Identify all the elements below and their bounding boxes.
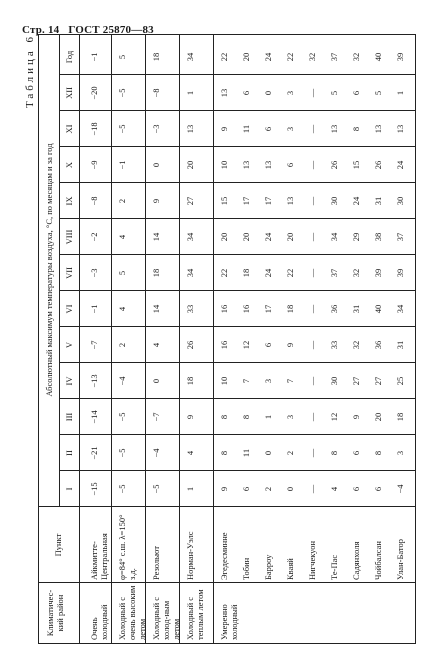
temperature-value: 37 — [329, 52, 339, 62]
temperature-value: 4 — [117, 306, 127, 312]
temperature-value: 13 — [329, 124, 339, 134]
temperature-value: 0 — [285, 486, 295, 492]
month-header: Год — [64, 50, 74, 64]
zone-label: Холодный с очень высоким летом — [117, 585, 147, 640]
temperature-value: 8 — [351, 126, 361, 132]
temperature-value: 10 — [219, 160, 229, 170]
point-label: Кваяй — [285, 558, 295, 580]
temperature-value: 2 — [263, 486, 273, 492]
temperature-value: −5 — [151, 484, 161, 494]
temperature-value: 16 — [241, 304, 251, 314]
temperature-value: — — [307, 268, 317, 278]
temperature-value: −4 — [117, 376, 127, 386]
point-label: Чойбалсан — [373, 541, 383, 580]
temperature-value: −7 — [89, 340, 99, 350]
temperature-value: 6 — [241, 486, 251, 492]
temperature-value: 5 — [117, 54, 127, 60]
temperature-value: 18 — [285, 304, 295, 314]
temperature-value: 24 — [263, 268, 273, 278]
temperature-value: 34 — [329, 232, 339, 242]
temperature-value: 7 — [285, 378, 295, 384]
temperature-value: 18 — [241, 268, 251, 278]
point-label: Нигчекуон — [307, 540, 317, 580]
temperature-value: 31 — [351, 304, 361, 314]
temperature-value: — — [307, 196, 317, 206]
rule — [213, 35, 214, 643]
temperature-value: 39 — [395, 268, 405, 278]
temperature-value: 34 — [185, 232, 195, 242]
temperature-value: −7 — [151, 412, 161, 422]
temperature-value: 34 — [185, 52, 195, 62]
temperature-value: — — [307, 232, 317, 242]
temperature-value: 17 — [241, 196, 251, 206]
temperature-value: 39 — [395, 52, 405, 62]
temperature-value: 9 — [351, 414, 361, 420]
temperature-value: 3 — [395, 450, 405, 456]
temperature-value: 8 — [219, 450, 229, 456]
temperature-value: 9 — [285, 342, 295, 348]
month-header: VI — [64, 304, 74, 314]
point-label: Садянхоля — [351, 541, 361, 580]
temperature-value: −13 — [89, 374, 99, 388]
temperature-value: 13 — [241, 160, 251, 170]
temperature-value: 6 — [263, 126, 273, 132]
point-label: Норман-Уэлс — [185, 531, 195, 580]
temperature-value: 20 — [185, 160, 195, 170]
header-point: Пункт — [53, 533, 63, 557]
temperature-value: 9 — [219, 486, 229, 492]
standard-code: ГОСТ 25870—83 — [68, 24, 154, 36]
temperature-value: 13 — [373, 124, 383, 134]
temperature-value: 10 — [219, 376, 229, 386]
temperature-value: — — [307, 304, 317, 314]
rule — [59, 146, 415, 147]
rule — [59, 110, 415, 111]
temperature-value: 38 — [373, 232, 383, 242]
temperature-value: 11 — [241, 124, 251, 134]
rule — [59, 434, 415, 435]
temperature-value: 3 — [263, 378, 273, 384]
month-header: XII — [64, 87, 74, 99]
rule — [59, 218, 415, 219]
temperature-value: −18 — [89, 122, 99, 136]
month-header: VII — [64, 267, 74, 279]
temperature-value: 26 — [185, 340, 195, 350]
temperature-value: 1 — [185, 90, 195, 96]
temperature-value: 2 — [117, 342, 127, 348]
temperature-value: 6 — [263, 342, 273, 348]
temperature-value: 1 — [395, 90, 405, 96]
rule — [59, 74, 415, 75]
temperature-value: −1 — [89, 52, 99, 62]
month-header: IV — [64, 376, 74, 386]
temperature-value: 0 — [263, 90, 273, 96]
temperature-value: 22 — [285, 268, 295, 278]
temperature-value: 22 — [219, 52, 229, 62]
temperature-value: 8 — [241, 414, 251, 420]
temperature-value: 32 — [307, 52, 317, 62]
temperature-value: 36 — [373, 340, 383, 350]
temperature-value: 14 — [151, 232, 161, 242]
point-label: φ=84° с.ш. λ=150° з.д. — [117, 514, 137, 580]
point-label: Те-Пас — [329, 554, 339, 580]
temperature-value: 29 — [351, 232, 361, 242]
temperature-value: 12 — [329, 412, 339, 422]
temperature-value: 4 — [117, 234, 127, 240]
temperature-value: 13 — [285, 196, 295, 206]
temperature-value: — — [307, 340, 317, 350]
rule — [59, 35, 60, 507]
temperature-value: 2 — [285, 450, 295, 456]
temperature-value: 4 — [151, 342, 161, 348]
rule — [111, 35, 112, 643]
temperature-value: 5 — [329, 90, 339, 96]
temperature-value: −9 — [89, 160, 99, 170]
temperature-value: 22 — [219, 268, 229, 278]
point-label: Резольют — [151, 545, 161, 580]
temperature-value: 13 — [263, 160, 273, 170]
zone-label: Холодный с холод-ным летом — [151, 596, 181, 640]
temperature-value: 0 — [151, 162, 161, 168]
temperature-value: 20 — [241, 232, 251, 242]
zone-label: Умеренно холодный — [219, 604, 239, 640]
temperature-value: −2 — [89, 232, 99, 242]
temperature-value: 24 — [395, 160, 405, 170]
temperature-value: −21 — [89, 446, 99, 460]
rule — [179, 35, 180, 643]
temperature-value: 2 — [117, 198, 127, 204]
temperature-value: 20 — [241, 52, 251, 62]
temperature-value: 37 — [329, 268, 339, 278]
temperature-value: 20 — [373, 412, 383, 422]
temperature-value: 5 — [373, 90, 383, 96]
temperature-value: 24 — [263, 232, 273, 242]
temperature-value: — — [307, 484, 317, 494]
temperature-value: 33 — [185, 304, 195, 314]
temperature-value: 20 — [219, 232, 229, 242]
temperature-value: 39 — [373, 268, 383, 278]
temperature-value: −4 — [151, 448, 161, 458]
temperature-value: −1 — [89, 304, 99, 314]
temperature-value: 3 — [285, 90, 295, 96]
temperature-value: 16 — [219, 304, 229, 314]
month-header: XI — [64, 124, 74, 134]
temperature-value: 8 — [329, 450, 339, 456]
temperature-value: 26 — [329, 160, 339, 170]
temperature-value: 31 — [373, 196, 383, 206]
point-label: Айкмитте-Центральная — [89, 533, 109, 580]
rule — [59, 470, 415, 471]
temperature-value: 40 — [373, 304, 383, 314]
temperature-value: 9 — [151, 198, 161, 204]
temperature-value: 9 — [185, 414, 195, 420]
rule — [59, 398, 415, 399]
temperature-value: — — [307, 376, 317, 386]
temperature-value: −5 — [117, 88, 127, 98]
temperature-value: 6 — [351, 486, 361, 492]
temperature-value: 3 — [285, 414, 295, 420]
month-header: X — [64, 161, 74, 169]
temperature-value: 24 — [351, 196, 361, 206]
month-header: III — [64, 412, 74, 422]
point-label: Эгедесминне — [219, 532, 229, 580]
temperature-value: 8 — [373, 450, 383, 456]
zone-label: Холодный с теплым летом — [185, 589, 205, 640]
temperature-value: −5 — [117, 412, 127, 422]
temperature-value: 6 — [351, 450, 361, 456]
month-header: I — [64, 487, 74, 491]
temperature-value: 27 — [373, 376, 383, 386]
temperature-value: −20 — [89, 86, 99, 100]
zone-label: Очень холодный — [89, 604, 109, 640]
temperature-value: 18 — [151, 268, 161, 278]
rule — [59, 182, 415, 183]
temperature-value: −3 — [151, 124, 161, 134]
temperature-value: 32 — [351, 340, 361, 350]
temperature-value: 25 — [395, 376, 405, 386]
temperature-value: 30 — [395, 196, 405, 206]
temperature-value: — — [307, 160, 317, 170]
temperature-value: 20 — [285, 232, 295, 242]
month-header: V — [64, 341, 74, 349]
temperature-value: 24 — [263, 52, 273, 62]
temperature-value: 15 — [351, 160, 361, 170]
temperature-value: 0 — [263, 450, 273, 456]
rule — [39, 506, 415, 507]
temperature-value: 31 — [395, 340, 405, 350]
temperature-value: 0 — [151, 378, 161, 384]
temperature-value: −3 — [89, 268, 99, 278]
temperature-value: −4 — [395, 484, 405, 494]
temperature-value: −5 — [117, 124, 127, 134]
temperature-value: 18 — [151, 52, 161, 62]
temperature-value: — — [307, 88, 317, 98]
temperature-value: 34 — [395, 304, 405, 314]
rule — [59, 290, 415, 291]
temperature-value: 13 — [395, 124, 405, 134]
temperature-value: 7 — [241, 378, 251, 384]
temperature-value: 12 — [241, 340, 251, 350]
temperature-value: 1 — [263, 414, 273, 420]
month-header: II — [64, 450, 74, 456]
rule — [59, 362, 415, 363]
temperature-value: 30 — [329, 376, 339, 386]
temperature-value: — — [307, 448, 317, 458]
temperature-value: 4 — [329, 486, 339, 492]
rule — [39, 582, 415, 583]
point-label: Барроу — [263, 554, 273, 580]
temperature-value: 13 — [219, 88, 229, 98]
temperature-value: 40 — [373, 52, 383, 62]
temperature-value: 5 — [117, 270, 127, 276]
temperature-value: — — [307, 412, 317, 422]
temperature-value: 3 — [285, 126, 295, 132]
temperature-value: 6 — [285, 162, 295, 168]
temperature-value: 37 — [395, 232, 405, 242]
header-zone: Климатичес-кий район — [45, 589, 65, 637]
temperature-value: 15 — [219, 196, 229, 206]
temperature-value: 22 — [285, 52, 295, 62]
temperature-value: 1 — [185, 486, 195, 492]
temperature-value: 16 — [219, 340, 229, 350]
temperature-value: −8 — [89, 196, 99, 206]
temperature-value: 30 — [329, 196, 339, 206]
temperature-value: −8 — [151, 88, 161, 98]
temperature-value: 26 — [373, 160, 383, 170]
temperature-value: 34 — [185, 268, 195, 278]
temperature-value: 17 — [263, 304, 273, 314]
temperature-value: 27 — [351, 376, 361, 386]
temperature-value: 32 — [351, 268, 361, 278]
temperature-value: 36 — [329, 304, 339, 314]
point-label: Тобин — [241, 557, 251, 580]
data-table — [38, 34, 416, 644]
rule — [59, 254, 415, 255]
temperature-value: 8 — [219, 414, 229, 420]
temperature-value: 32 — [351, 52, 361, 62]
temperature-value: −5 — [117, 448, 127, 458]
temperature-value: 4 — [185, 450, 195, 456]
temperature-value: 6 — [241, 90, 251, 96]
temperature-value: −5 — [117, 484, 127, 494]
temperature-value: 17 — [263, 196, 273, 206]
point-label: Улан-Батор — [395, 539, 405, 580]
table-caption: Таблица 6 — [24, 34, 36, 109]
temperature-value: 18 — [395, 412, 405, 422]
temperature-value: — — [307, 124, 317, 134]
temperature-value: 11 — [241, 448, 251, 458]
temperature-value: −14 — [89, 410, 99, 424]
temperature-value: 13 — [185, 124, 195, 134]
temperature-value: 27 — [185, 196, 195, 206]
temperature-value: 6 — [351, 90, 361, 96]
temperature-value: −1 — [117, 160, 127, 170]
page-number: Стр. 14 — [22, 24, 60, 36]
month-header: VIII — [64, 229, 74, 245]
temperature-value: 6 — [373, 486, 383, 492]
temperature-value: −15 — [89, 482, 99, 496]
rule — [59, 326, 415, 327]
rule — [145, 35, 146, 643]
month-header: IX — [64, 196, 74, 206]
temperature-value: 9 — [219, 126, 229, 132]
rotated-table — [24, 34, 416, 644]
temperature-value: 18 — [185, 376, 195, 386]
rule — [79, 35, 80, 643]
temperature-value: 14 — [151, 304, 161, 314]
temperature-value: 33 — [329, 340, 339, 350]
header-abs-max: Абсолютный максимум температуры воздуха, °С, по месяцам и за год — [44, 143, 54, 397]
